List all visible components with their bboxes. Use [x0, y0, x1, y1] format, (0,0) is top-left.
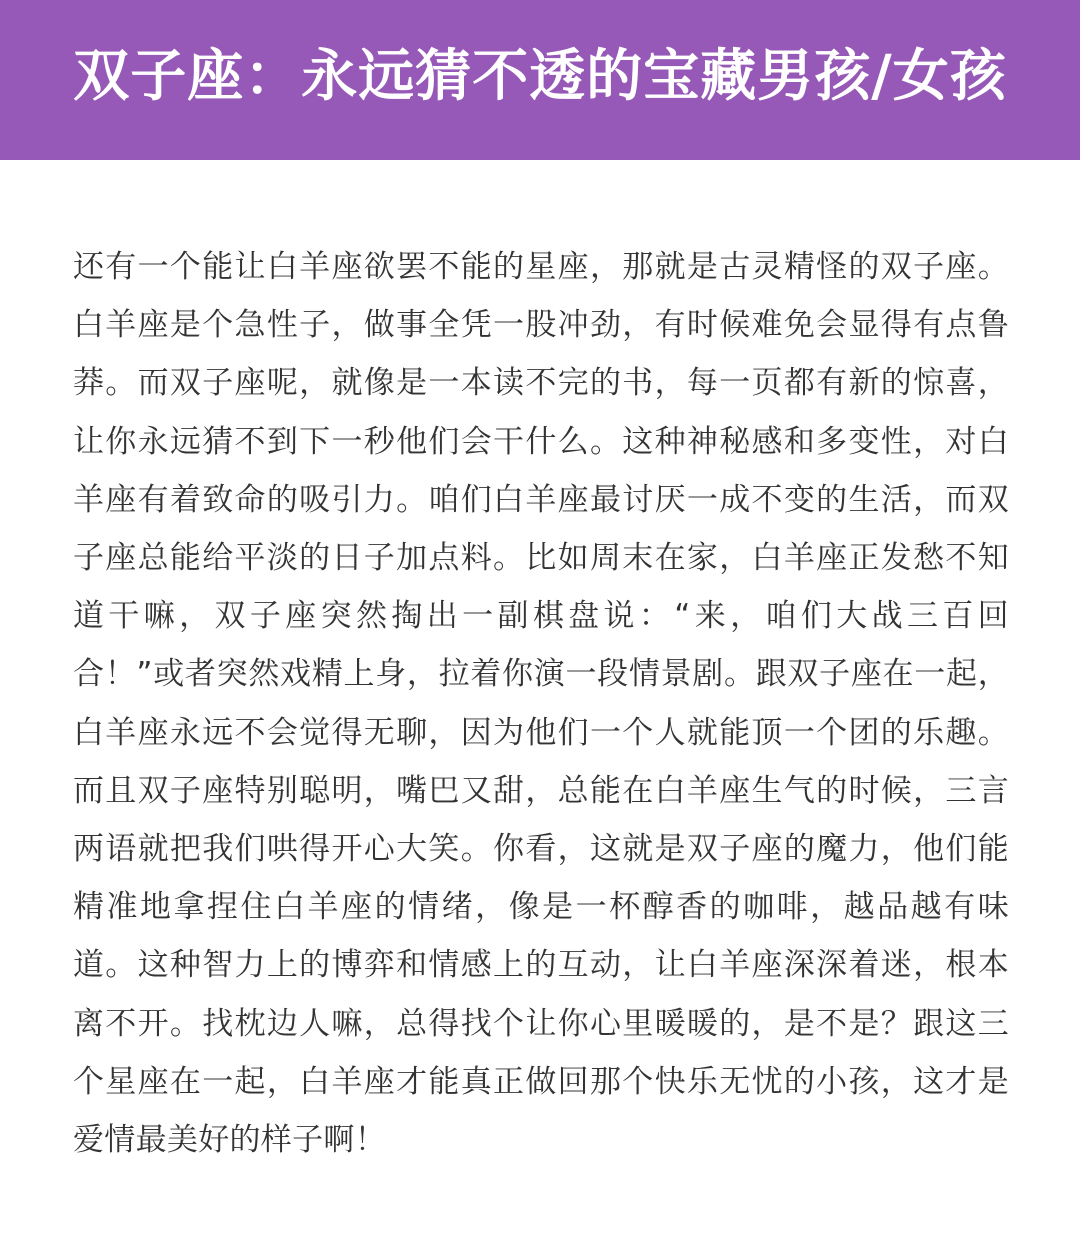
article [73, 238, 1009, 1169]
header-banner [0, 0, 1080, 160]
article-body-paragraph: 还有一个能让白羊座欲罢不能的星座，那就是古灵精怪的双子座。白羊座是个急性子，做事全凭一股冲劲，有时候难免会显得有点鲁莽。而双子座呢，就像是一本读不完的书，每一页都有新的惊喜，让你永远猜不到下一秒他们会干什么。这种神秘感和多变性，对白羊座有着致命的吸引力。咱们白羊座最讨厌一成不变的生活，而双子座总能给平淡的日子加点料。比如周末在家，白羊座正发愁不知道干嘛，双子座突然掏出一副棋盘说：“来，咱们大战三百回合！”或者突然戏精上身，拉着你演一段情景剧。跟双子座在一起，白羊座永远不会觉得无聊，因为他们一个人就能顶一个团的乐趣。而且双子座特别聪明，嘴巴又甜，总能在白羊座生气的时候，三言两语就把我们哄得开心大笑。你看，这就是双子座的魔力，他们能精准地拿捏住白羊座的情绪，像是一杯醇香的咖啡，越品越有味道。这种智力上的博弈和情感上的互动，让白羊座深深着迷，根本离不开。找枕边人嘛，总得找个让你心里暖暖的，是不是？跟这三个星座在一起，白羊座才能真正做回那个快乐无忧的小孩，这才是爱情最美好的样子啊！ [73, 249, 1009, 1159]
page-title: 双子座：永远猜不透的宝藏男孩/女孩 [73, 44, 1007, 109]
